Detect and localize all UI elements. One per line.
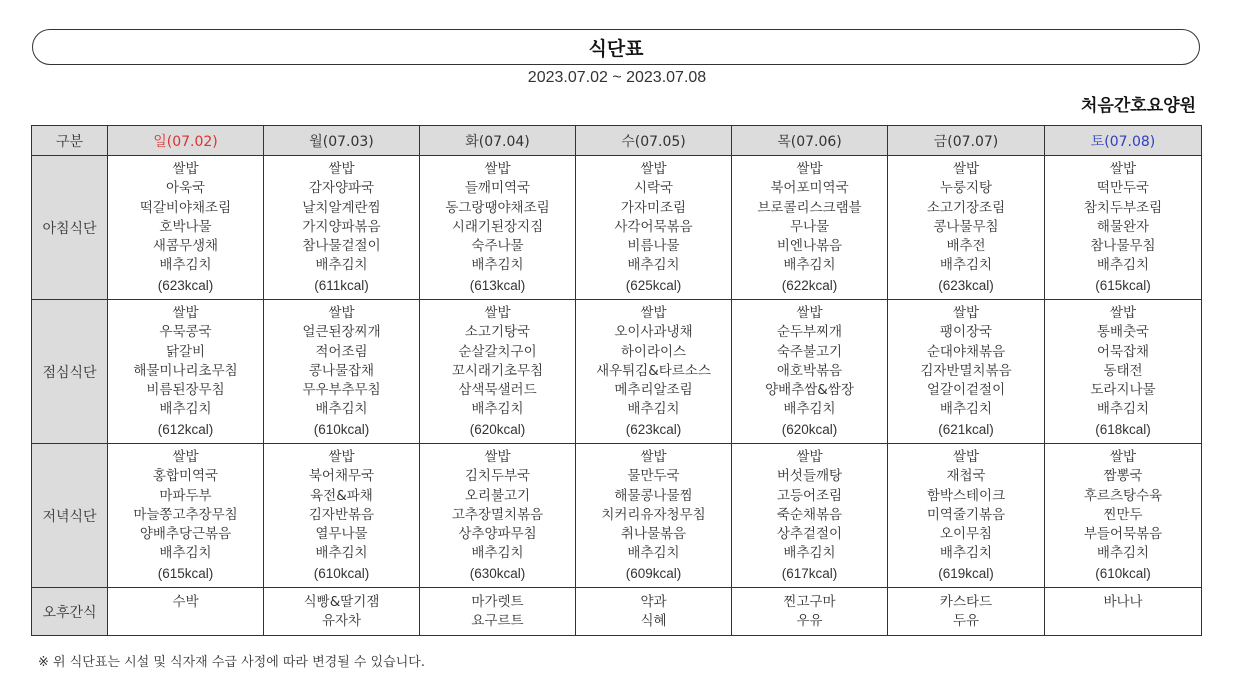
menu-item: 쌀밥 bbox=[1109, 305, 1137, 321]
meal-cell bbox=[108, 156, 264, 300]
meal-cell bbox=[420, 444, 576, 588]
calorie-value: (625kcal) bbox=[625, 277, 682, 293]
menu-item: 양배추당근볶음 bbox=[139, 526, 232, 543]
meal-cell bbox=[1045, 300, 1202, 444]
menu-item: 북어포미역국 bbox=[770, 180, 849, 197]
menu-item: 비름나물 bbox=[627, 238, 680, 255]
menu-item: 쌀밥 bbox=[952, 449, 980, 465]
menu-item: 쌀밥 bbox=[484, 161, 511, 177]
calorie-value: (610kcal) bbox=[313, 421, 370, 437]
menu-item: 배추김치 bbox=[783, 401, 836, 418]
menu-item: 배추김치 bbox=[159, 401, 212, 418]
meal-table bbox=[31, 125, 1202, 636]
header-day-saturday: 토(07.08) bbox=[1045, 126, 1202, 156]
menu-item: 적어조림 bbox=[315, 343, 368, 360]
menu-item: 배추김치 bbox=[315, 401, 368, 418]
menu-item: 참나물무침 bbox=[1090, 238, 1156, 255]
menu-item: 시래기된장지짐 bbox=[451, 218, 544, 235]
calorie-value: (612kcal) bbox=[157, 421, 214, 437]
menu-item: 배추김치 bbox=[471, 401, 524, 418]
menu-item: 오이사과냉채 bbox=[614, 324, 693, 341]
menu-item: 누룽지탕 bbox=[939, 180, 993, 197]
meal-cell bbox=[576, 588, 732, 636]
menu-item: 얼갈이겉절이 bbox=[926, 382, 1006, 399]
menu-item: 배추김치 bbox=[159, 257, 212, 274]
menu-item: 부들어묵볶음 bbox=[1083, 526, 1163, 543]
header-day-wednesday: 수(07.05) bbox=[576, 126, 732, 156]
menu-item: 물만두국 bbox=[627, 468, 680, 485]
calorie-value: (615kcal) bbox=[157, 565, 214, 581]
meal-row-lunch bbox=[32, 300, 1202, 444]
menu-item: 양배추쌈&쌈장 bbox=[765, 382, 854, 399]
meal-cell bbox=[732, 156, 888, 300]
menu-item: 브로콜리스크램블 bbox=[757, 199, 862, 216]
menu-item: 배추김치 bbox=[627, 545, 680, 562]
menu-item: 해물콩나물찜 bbox=[614, 487, 693, 504]
menu-item: 쌀밥 bbox=[172, 305, 199, 321]
menu-item: 쌀밥 bbox=[640, 305, 667, 321]
menu-item: 쌀밥 bbox=[484, 305, 511, 321]
menu-item: 약과 bbox=[640, 594, 667, 610]
menu-item: 상추양파무침 bbox=[458, 526, 537, 543]
menu-item: 쌀밥 bbox=[1109, 449, 1137, 465]
menu-item: 비엔나볶음 bbox=[776, 238, 843, 255]
menu-item: 쌀밥 bbox=[796, 449, 823, 465]
meal-row-label: 아침식단 bbox=[32, 156, 108, 300]
menu-item: 동그랑땡야채조림 bbox=[445, 199, 550, 216]
menu-item: 쌀밥 bbox=[1109, 161, 1137, 177]
menu-item: 새우튀김&타르소스 bbox=[596, 362, 711, 379]
menu-item: 배추김치 bbox=[783, 257, 836, 274]
menu-item: 마파두부 bbox=[159, 487, 212, 504]
menu-item: 배추김치 bbox=[1096, 545, 1150, 562]
meal-cell bbox=[888, 588, 1045, 636]
menu-item: 사각어묵볶음 bbox=[614, 218, 693, 235]
menu-item: 숙주나물 bbox=[471, 238, 524, 255]
organization-name: 처음간호요양원 bbox=[1081, 96, 1196, 116]
meal-cell bbox=[732, 300, 888, 444]
menu-item: 시락국 bbox=[633, 180, 674, 197]
menu-item: 비름된장무침 bbox=[146, 382, 225, 399]
menu-item: 통배춧국 bbox=[1096, 324, 1150, 341]
menu-item: 함박스테이크 bbox=[926, 487, 1006, 504]
menu-item: 쌀밥 bbox=[640, 449, 667, 465]
menu-item: 배추김치 bbox=[1096, 401, 1150, 418]
menu-item: 배추김치 bbox=[315, 545, 368, 562]
meal-table-body bbox=[32, 156, 1202, 636]
menu-item: 소고기장조림 bbox=[926, 199, 1006, 216]
meal-cell bbox=[420, 300, 576, 444]
menu-item: 유자차 bbox=[321, 613, 362, 630]
menu-item: 순살갈치구이 bbox=[458, 343, 537, 360]
menu-item: 쌀밥 bbox=[328, 161, 355, 177]
menu-item: 홍합미역국 bbox=[152, 468, 219, 485]
menu-item: 재첩국 bbox=[946, 468, 986, 485]
menu-item: 쌀밥 bbox=[952, 305, 980, 321]
meal-cell bbox=[108, 588, 264, 636]
menu-item: 꼬시래기초무침 bbox=[451, 362, 544, 379]
header-row bbox=[32, 126, 1202, 156]
menu-item: 마가렛트 bbox=[471, 594, 524, 610]
menu-item: 미역줄기볶음 bbox=[926, 506, 1006, 523]
calorie-value: (610kcal) bbox=[313, 565, 370, 581]
menu-item: 오리불고기 bbox=[464, 487, 531, 504]
calorie-value: (617kcal) bbox=[781, 565, 838, 581]
menu-item: 동태전 bbox=[1103, 362, 1143, 379]
menu-item: 식빵&딸기잼 bbox=[303, 594, 380, 610]
calorie-value: (623kcal) bbox=[938, 277, 994, 293]
menu-item: 쌀밥 bbox=[172, 449, 199, 465]
menu-item: 배추김치 bbox=[783, 545, 836, 562]
meal-cell bbox=[888, 156, 1045, 300]
calorie-value: (622kcal) bbox=[781, 277, 838, 293]
menu-item: 배추김치 bbox=[471, 545, 524, 562]
menu-item: 떡만두국 bbox=[1096, 180, 1150, 197]
menu-item: 해물완자 bbox=[1096, 218, 1150, 235]
menu-item: 쌀밥 bbox=[328, 305, 355, 321]
menu-item: 우묵콩국 bbox=[159, 324, 212, 341]
menu-item: 들깨미역국 bbox=[464, 180, 531, 197]
menu-item: 떡갈비야채조림 bbox=[139, 199, 232, 216]
menu-item: 배추김치 bbox=[315, 257, 368, 274]
menu-item: 쌀밥 bbox=[328, 449, 355, 465]
meal-cell bbox=[576, 156, 732, 300]
meal-row-dinner bbox=[32, 444, 1202, 588]
menu-item: 순대야채볶음 bbox=[926, 343, 1006, 360]
calorie-value: (621kcal) bbox=[938, 421, 994, 437]
menu-item: 쌀밥 bbox=[640, 161, 667, 177]
meal-row-label: 오후간식 bbox=[32, 588, 108, 636]
menu-item: 가자미조림 bbox=[620, 199, 687, 216]
menu-item: 배추전 bbox=[946, 238, 986, 255]
menu-item: 김자반볶음 bbox=[308, 506, 375, 523]
menu-item: 무나물 bbox=[789, 218, 830, 235]
menu-item: 식혜 bbox=[640, 613, 667, 630]
menu-item: 수박 bbox=[172, 594, 199, 610]
menu-item: 배추김치 bbox=[627, 401, 680, 418]
calorie-value: (611kcal) bbox=[314, 277, 369, 293]
meal-cell bbox=[264, 300, 420, 444]
meal-cell bbox=[732, 444, 888, 588]
meal-cell bbox=[1045, 156, 1202, 300]
meal-cell bbox=[264, 588, 420, 636]
meal-row-label: 점심식단 bbox=[32, 300, 108, 444]
menu-item: 새콤무생채 bbox=[152, 238, 219, 255]
menu-item: 배추김치 bbox=[939, 257, 993, 274]
menu-item: 참나물겉절이 bbox=[302, 238, 381, 255]
menu-item: 닭갈비 bbox=[165, 343, 206, 360]
meal-cell bbox=[108, 444, 264, 588]
menu-item: 김치두부국 bbox=[464, 468, 531, 485]
meal-cell bbox=[1045, 588, 1202, 636]
meal-cell bbox=[732, 588, 888, 636]
menu-item: 찐고구마 bbox=[783, 594, 836, 610]
header-day-monday: 월(07.03) bbox=[264, 126, 420, 156]
menu-title bbox=[32, 29, 1200, 65]
menu-item: 참치두부조림 bbox=[1083, 199, 1163, 216]
menu-item: 후르츠탕수육 bbox=[1083, 487, 1163, 504]
calorie-value: (618kcal) bbox=[1095, 421, 1151, 437]
calorie-value: (610kcal) bbox=[1095, 565, 1151, 581]
meal-row-breakfast bbox=[32, 156, 1202, 300]
menu-item: 찐만두 bbox=[1103, 506, 1143, 523]
menu-item: 호박나물 bbox=[159, 218, 212, 235]
meal-cell bbox=[1045, 444, 1202, 588]
header-day-thursday: 목(07.06) bbox=[732, 126, 888, 156]
menu-item: 해물미나리초무침 bbox=[133, 362, 238, 379]
menu-item: 팽이장국 bbox=[939, 324, 993, 341]
menu-item: 우유 bbox=[796, 613, 823, 630]
menu-item: 배추김치 bbox=[939, 401, 993, 418]
menu-item: 김자반멸치볶음 bbox=[920, 362, 1012, 379]
meal-row-snack bbox=[32, 588, 1202, 636]
menu-item: 버섯들깨탕 bbox=[776, 468, 843, 485]
menu-item: 상추겉절이 bbox=[776, 526, 843, 543]
meal-cell bbox=[888, 444, 1045, 588]
menu-item: 콩나물무침 bbox=[933, 218, 999, 235]
menu-item: 쌀밥 bbox=[952, 161, 980, 177]
menu-item: 배추김치 bbox=[939, 545, 993, 562]
menu-item: 얼큰된장찌개 bbox=[302, 324, 381, 341]
menu-item: 배추김치 bbox=[627, 257, 680, 274]
menu-item: 바나나 bbox=[1103, 594, 1143, 610]
header-day-tuesday: 화(07.04) bbox=[420, 126, 576, 156]
meal-cell bbox=[576, 300, 732, 444]
calorie-value: (630kcal) bbox=[469, 565, 526, 581]
menu-item: 숙주불고기 bbox=[776, 343, 843, 360]
menu-item: 쌀밥 bbox=[796, 305, 823, 321]
meal-row-label: 저녁식단 bbox=[32, 444, 108, 588]
menu-item: 도라지나물 bbox=[1090, 382, 1156, 399]
meal-cell bbox=[264, 156, 420, 300]
menu-title-text: 식단표 bbox=[588, 37, 644, 60]
menu-item: 소고기탕국 bbox=[464, 324, 531, 341]
calorie-value: (609kcal) bbox=[625, 565, 682, 581]
menu-item: 열무나물 bbox=[315, 526, 368, 543]
menu-item: 콩나물잡채 bbox=[308, 362, 375, 379]
header-category: 구분 bbox=[32, 126, 108, 156]
calorie-value: (613kcal) bbox=[469, 277, 526, 293]
menu-item: 쌀밥 bbox=[796, 161, 823, 177]
meal-cell bbox=[888, 300, 1045, 444]
date-range: 2023.07.02 ~ 2023.07.08 bbox=[527, 69, 707, 86]
menu-item: 무우부추무침 bbox=[302, 382, 381, 399]
menu-item: 배추김치 bbox=[1096, 257, 1150, 274]
menu-item: 고등어조림 bbox=[776, 487, 843, 504]
menu-item: 두유 bbox=[952, 613, 980, 630]
meal-cell bbox=[420, 156, 576, 300]
calorie-value: (620kcal) bbox=[469, 421, 526, 437]
menu-item: 치커리유자청무침 bbox=[601, 506, 706, 523]
menu-item: 육전&파채 bbox=[310, 487, 373, 504]
meal-cell bbox=[420, 588, 576, 636]
menu-item: 요구르트 bbox=[471, 613, 524, 630]
menu-item: 북어채무국 bbox=[308, 468, 375, 485]
meal-cell bbox=[264, 444, 420, 588]
menu-item: 취나물볶음 bbox=[620, 526, 687, 543]
meal-cell bbox=[576, 444, 732, 588]
menu-item: 오이무침 bbox=[939, 526, 993, 543]
menu-item: 고추장멸치볶음 bbox=[451, 506, 544, 523]
menu-item: 날치알계란찜 bbox=[302, 199, 381, 216]
menu-item: 어묵잡채 bbox=[1096, 343, 1150, 360]
calorie-value: (619kcal) bbox=[938, 565, 994, 581]
meal-cell bbox=[108, 300, 264, 444]
header-day-sunday: 일(07.02) bbox=[108, 126, 264, 156]
calorie-value: (615kcal) bbox=[1095, 277, 1151, 293]
menu-item: 쌀밥 bbox=[484, 449, 511, 465]
menu-item: 메추리알조림 bbox=[614, 382, 693, 399]
menu-item: 순두부찌개 bbox=[776, 324, 843, 341]
menu-item: 하이라이스 bbox=[620, 343, 687, 360]
menu-item: 아욱국 bbox=[165, 180, 206, 197]
menu-item: 짬뽕국 bbox=[1103, 468, 1143, 485]
menu-item: 죽순채볶음 bbox=[776, 506, 843, 523]
footnote: ※ 위 식단표는 시설 및 식자재 수급 사정에 따라 변경될 수 있습니다. bbox=[38, 655, 425, 670]
menu-item: 쌀밥 bbox=[172, 161, 199, 177]
menu-item: 마늘쫑고추장무침 bbox=[133, 506, 238, 523]
menu-item: 감자양파국 bbox=[308, 180, 375, 197]
calorie-value: (620kcal) bbox=[781, 421, 838, 437]
menu-item: 배추김치 bbox=[471, 257, 524, 274]
header-day-friday: 금(07.07) bbox=[888, 126, 1045, 156]
menu-item: 카스타드 bbox=[939, 594, 993, 610]
calorie-value: (623kcal) bbox=[625, 421, 682, 437]
menu-item: 애호박볶음 bbox=[776, 362, 843, 379]
menu-item: 가지양파볶음 bbox=[302, 218, 381, 235]
menu-item: 배추김치 bbox=[159, 545, 212, 562]
calorie-value: (623kcal) bbox=[157, 277, 214, 293]
menu-item: 삼색묵샐러드 bbox=[458, 382, 537, 399]
